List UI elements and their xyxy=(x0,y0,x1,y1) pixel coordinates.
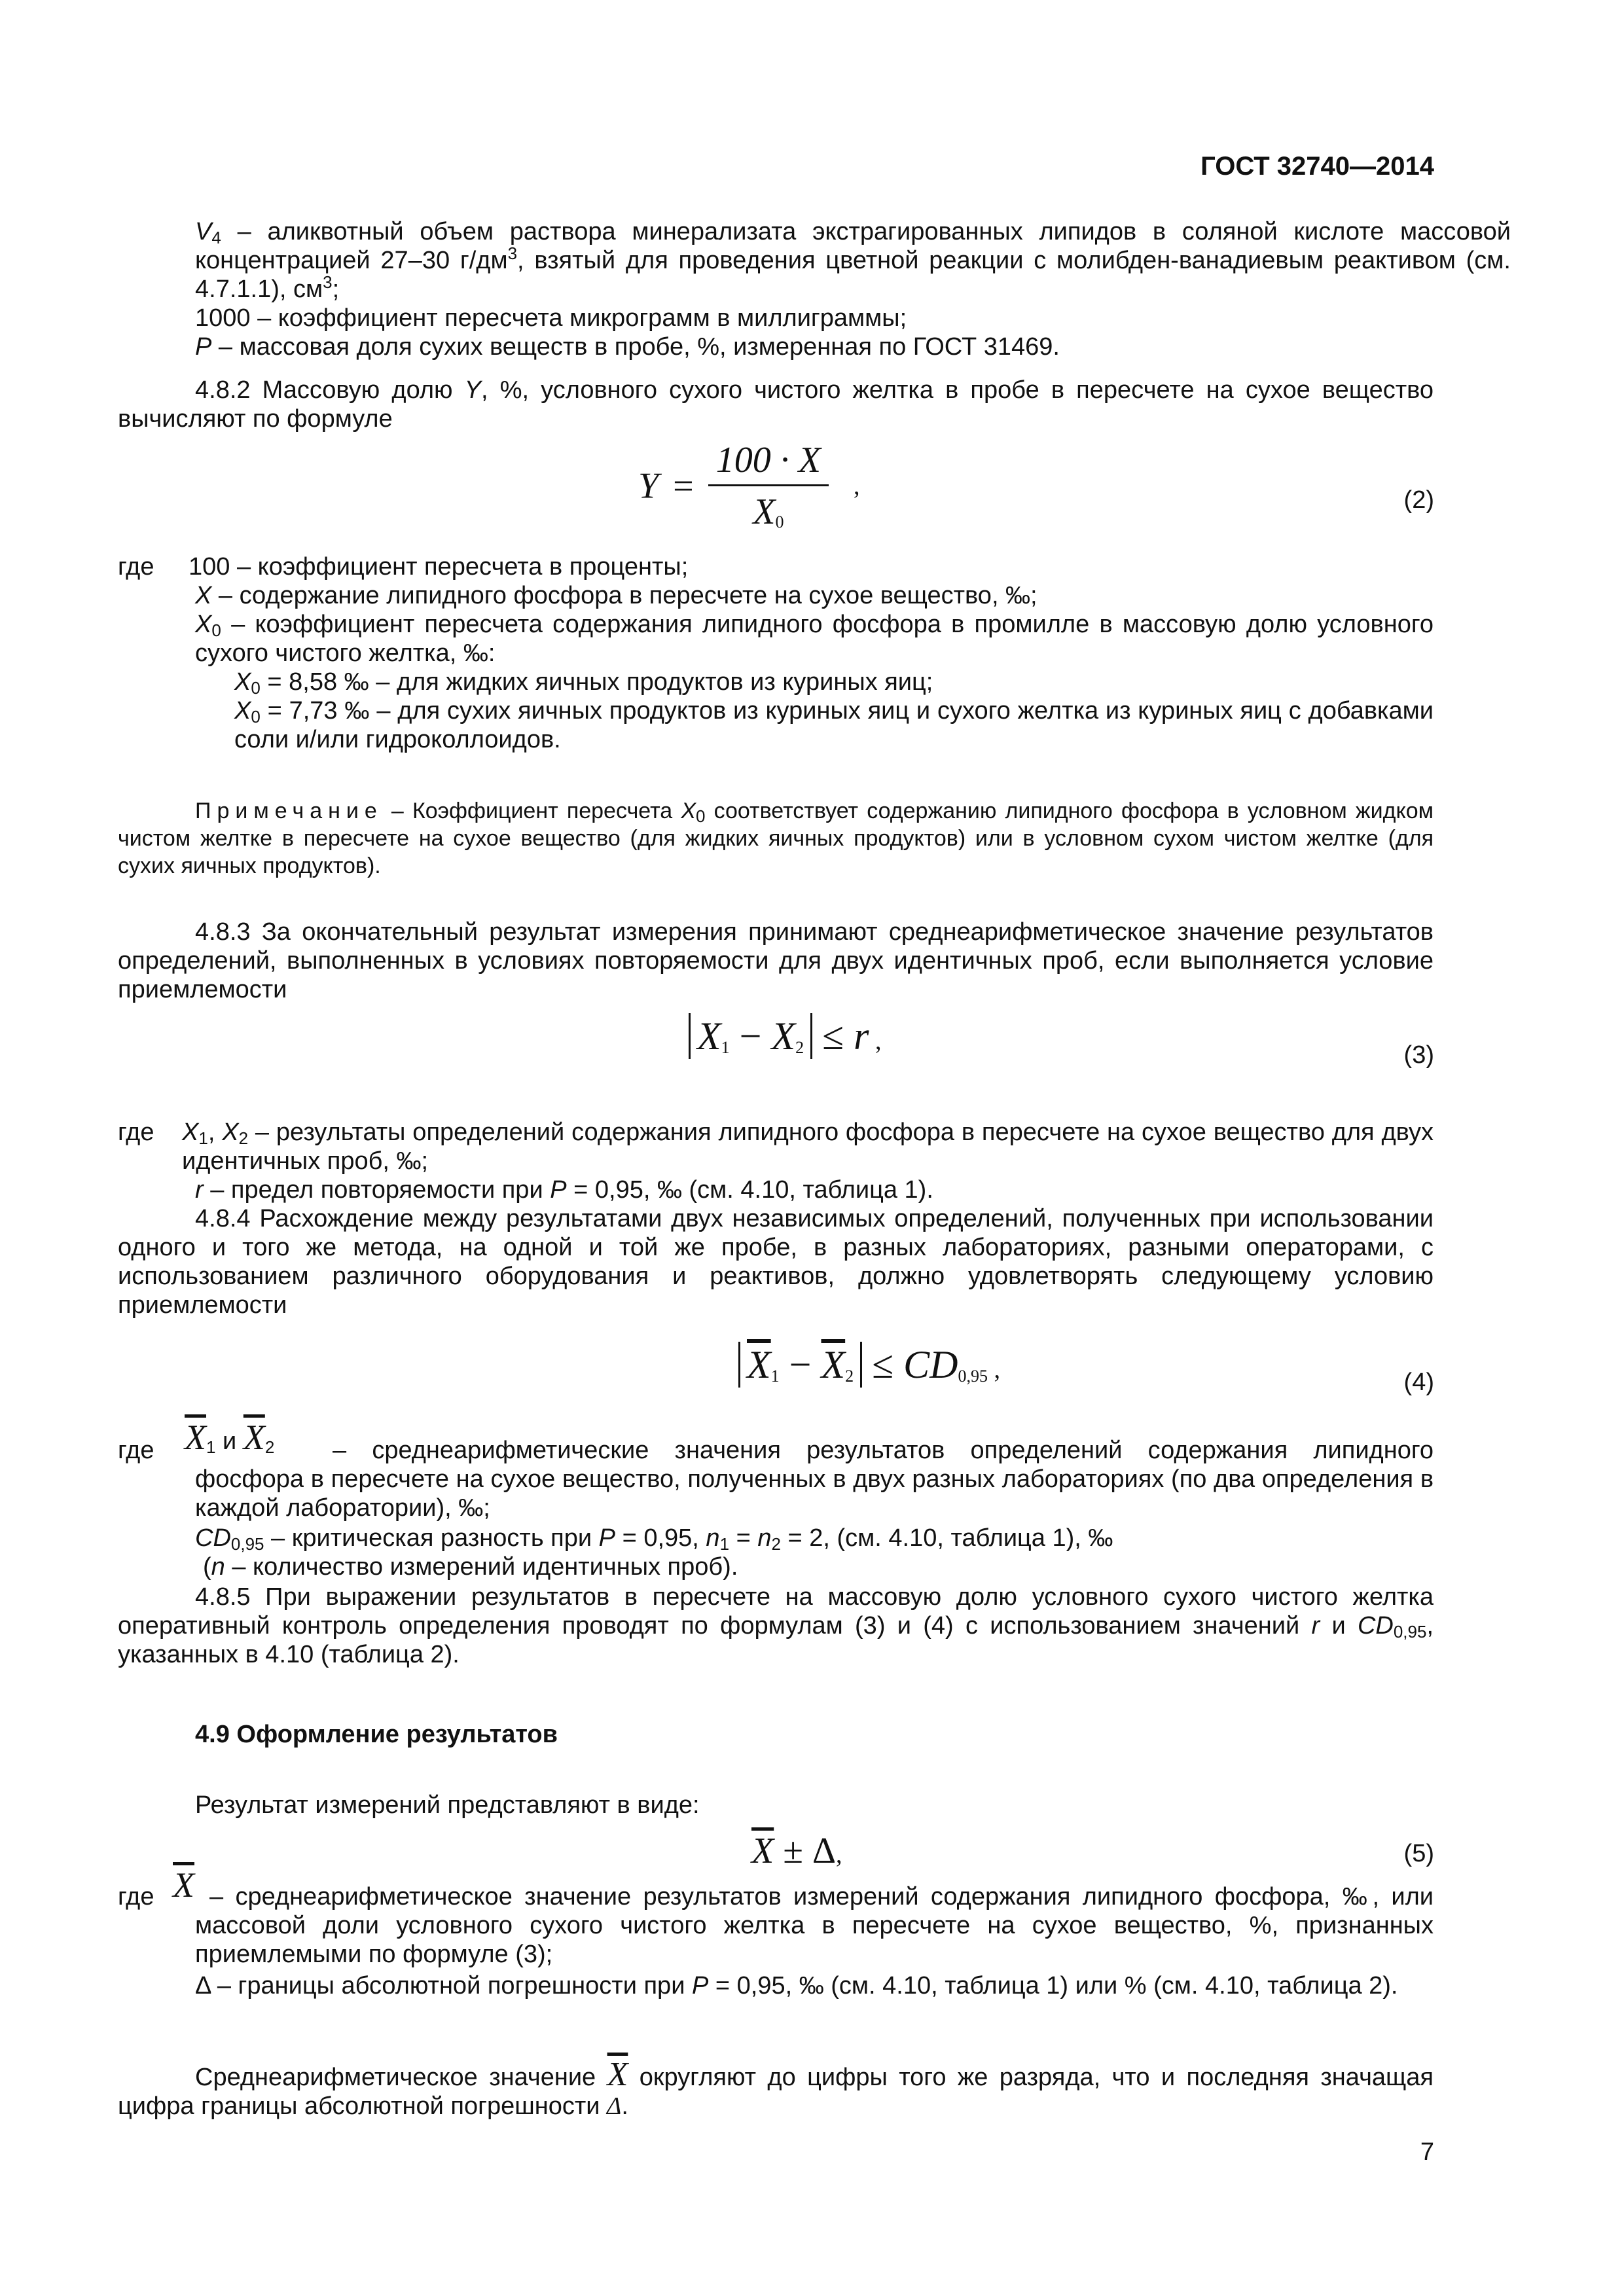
formula-3-number: (3) xyxy=(1403,1041,1434,1069)
where-2-100: 100 – коэффициент пересчета в проценты; xyxy=(189,553,689,581)
section-heading-4-9: 4.9 Оформление результатов xyxy=(195,1721,558,1748)
x1-x2-definition: $X_1$, $X_2$ – результаты определений содержания липидного фосфора в пересчете на сухое вещество для двух идентичных проб, ‰; xyxy=(182,1119,1434,1175)
coefficient-1000-definition: 1000 – коэффициент пересчета микрограмм в миллиграммы; xyxy=(195,304,907,332)
formula-2-fraction xyxy=(708,440,829,532)
x0-value-dry: $X_0 = 7,73$ ‰ – для сухих яичных продуктов из куриных яиц и сухого желтка из куриных яиц с добавками соли и/или гидроколлоидов. xyxy=(234,697,1434,753)
final-paragraph: Среднеарифметическое значение $\overline{X}$ округляют до цифры того же разряда, что и последняя значащая цифра границы абсолютной погрешности Δ. xyxy=(118,2056,1434,2120)
formula-5: $\overline{X} \pm \Delta$, xyxy=(751,1831,842,1871)
formula-2-denominator: $X_0$ xyxy=(753,492,784,532)
where-2-definitions xyxy=(195,581,1434,754)
where-5-x: $\overline{X}$ xyxy=(173,1865,194,1905)
formula-3-abs: $X_1 - X_2$ xyxy=(689,1013,812,1059)
where-label-5: где xyxy=(118,1883,154,1910)
document-header: ГОСТ 32740—2014 xyxy=(1200,152,1434,181)
note: Примечание – Коэффициент пересчета $X_0$ соответствует содержанию липидного фосфора в условном жидком чистом желтке в пересчете на сухое вещество (для жидких яичных продуктов) или в условном сухом чистом желтке (для сухих яичных продуктов). xyxy=(118,798,1434,878)
where-label-4: где xyxy=(118,1437,154,1464)
intro-definitions xyxy=(118,217,1511,361)
formula-2-number: (2) xyxy=(1403,486,1434,514)
page-number: 7 xyxy=(1420,2138,1434,2166)
x0-value-liquid: $X_0 = 8,58$ ‰ – для жидких яичных продуктов из куриных яиц; xyxy=(234,668,933,698)
where-4-lead: $\overline{X}_1$ и $\overline{X}_2$ xyxy=(185,1418,275,1457)
v4-definition: $V_4$ – аликвотный объем раствора минерализата экстрагированных липидов в соляной кислоте массовой концентрацией 27–30 $г/дм^3$, взятый для проведения цветной реакции с молибден-ванадиевым реактивом (см. 4.7.1.1), $см^3$; xyxy=(195,218,1511,303)
formula-2: Y = $\frac{100 \cdot X}{X_0}$ , xyxy=(638,440,860,532)
formula-4: $\overline{X}_1 - \overline{X}_2 \le CD_{0,95}$ , xyxy=(738,1342,1000,1393)
where-4-text: – среднеарифметические значения результатов определений содержания липидного фосфора в пересчете на сухое вещество, полученных в двух разных лабораториях (по два определения в каждой лаборатории), ‰; xyxy=(195,1437,1434,1522)
p-definition: P – массовая доля сухих веществ в пробе, %, измеренная по ГОСТ 31469. xyxy=(195,333,1060,361)
paragraph-4-8-3: 4.8.3 За окончательный результат измерения принимают среднеарифметическое значение результатов определений, выполненных в условиях повторяемости для двух идентичных проб, если выполняется условие приемлемости xyxy=(118,918,1434,1003)
paragraph-4-8-5: 4.8.5 При выражении результатов в пересчете на массовую долю условного сухого чистого желтка оперативный контроль определения проводят по формулам (3) и (4) с использованием значений r и $CD_{0,95}$, указанных в 4.10 (таблица 2). xyxy=(118,1583,1434,1668)
r-definition: r – предел повторяемости при P = 0,95, ‰ (см. 4.10, таблица 1). xyxy=(195,1176,933,1204)
x-definition: X – содержание липидного фосфора в пересчете на сухое вещество, ‰; xyxy=(195,582,1038,609)
where-label-2: где xyxy=(118,553,154,581)
formula-5-number: (5) xyxy=(1403,1840,1434,1867)
where-4-definitions xyxy=(195,1524,1434,1581)
n-definition: (n – количество измерений идентичных проб). xyxy=(203,1553,738,1581)
where-5-x-definition: – среднеарифметическое значение результатов измерений содержания липидного фосфора, ‰, или массовой доли условного сухого чистого желтка в пересчете на сухое вещество, %, признанных приемлемыми по формуле (3); xyxy=(195,1883,1434,1968)
where-label-3: где xyxy=(118,1119,154,1146)
formula-4-abs: $\overline{X}_1 - \overline{X}_2$ xyxy=(738,1342,862,1388)
formula-2-numerator: 100 · X xyxy=(708,440,829,486)
formula-3: $X_1 - X_2 \le r$ , xyxy=(689,1013,881,1064)
where-3-definitions xyxy=(182,1118,1434,1204)
formula-4-number: (4) xyxy=(1403,1369,1434,1396)
cd-definition: $CD_{0,95}$ – критическая разность при P = 0,95, $n_1 = n_2 = 2$, (см. 4.10, таблица 1), ‰ xyxy=(195,1524,1113,1554)
where-5-delta-definition: Δ – границы абсолютной погрешности при P = 0,95, ‰ (см. 4.10, таблица 1) или % (см. 4.10, таблица 2). xyxy=(195,1972,1398,2000)
result-form-intro: Результат измерений представляют в виде: xyxy=(195,1791,700,1819)
note-label: Примечание xyxy=(195,798,383,823)
x0-definition: $X_0$ – коэффициент пересчета содержания липидного фосфора в промилле в массовую долю условного сухого чистого желтка, ‰: xyxy=(195,611,1434,667)
paragraph-4-8-4: 4.8.4 Расхождение между результатами двух независимых определений, полученных при использовании одного и того же метода, на одной и той же пробе, в разных лабораториях, разными операторами, с использованием различного оборудования и реактивов, должно удовлетворять следующему условию приемлемости xyxy=(118,1205,1434,1319)
paragraph-4-8-2: 4.8.2 Массовую долю Y, %, условного сухого чистого желтка в пробе в пересчете на сухое вещество вычисляют по формуле xyxy=(118,376,1434,433)
